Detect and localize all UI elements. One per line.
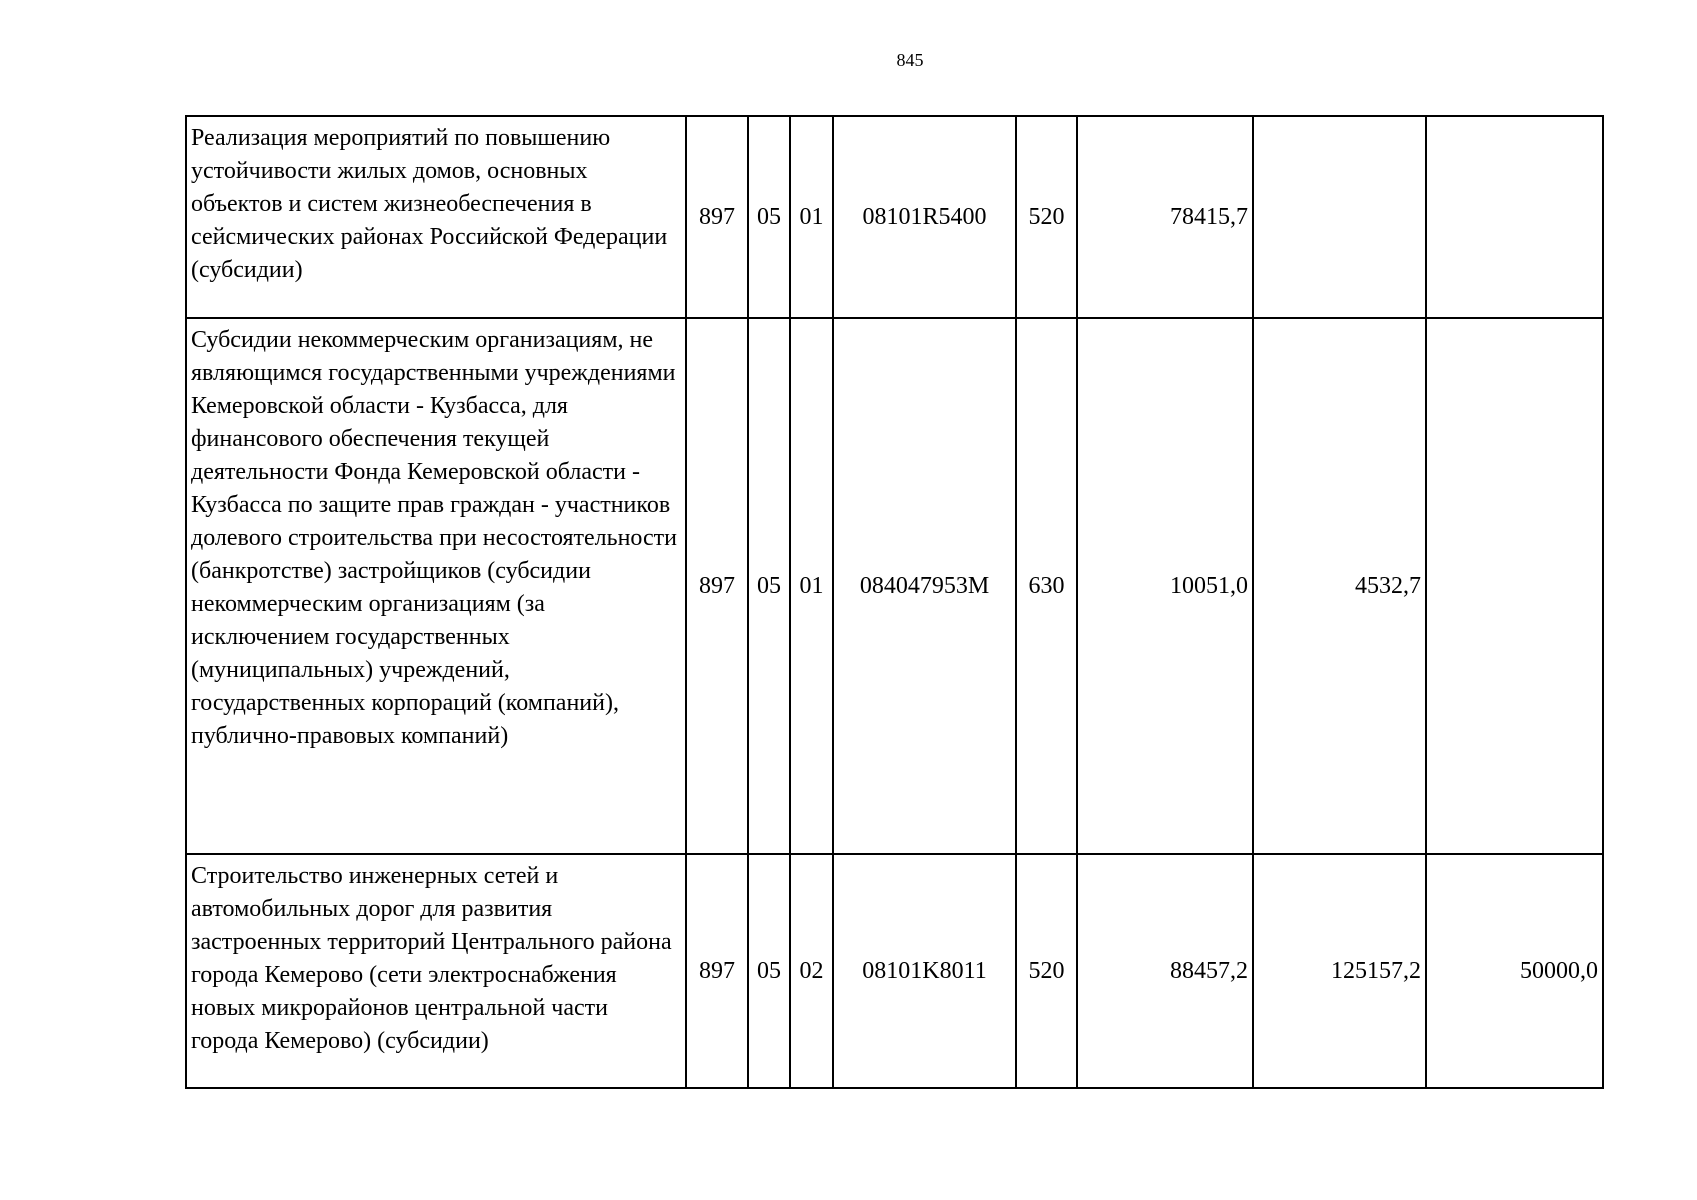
ministry-code-cell: 897 — [686, 318, 748, 854]
target-article-cell: 08101R5400 — [833, 116, 1016, 318]
expense-type-cell: 520 — [1016, 116, 1077, 318]
row-name-cell: Субсидии некоммерческим организациям, не являющимся государственными учреждениями Кемеровской области - Кузбасса, для финансового обеспечения текущей деятельности Фонда Кемеровской области - Кузбасса по защите прав граждан - участников долевого строительства при несостоятельности (банкротстве) застройщиков (субсидии некоммерческим организациям (за исключением государственных (муниципальных) учреждений, государственных корпораций (компаний), публично-правовых компаний) — [186, 318, 686, 854]
expense-type-cell: 520 — [1016, 854, 1077, 1088]
subsection-code-cell: 01 — [790, 318, 833, 854]
ministry-code-cell: 897 — [686, 854, 748, 1088]
subsection-code-cell: 01 — [790, 116, 833, 318]
section-code-cell: 05 — [748, 116, 790, 318]
target-article-cell: 084047953M — [833, 318, 1016, 854]
table-row — [186, 854, 1603, 1088]
section-code-cell: 05 — [748, 854, 790, 1088]
amount-1-cell: 78415,7 — [1077, 116, 1253, 318]
amount-3-cell — [1426, 116, 1603, 318]
section-code-cell: 05 — [748, 318, 790, 854]
amount-1-cell: 88457,2 — [1077, 854, 1253, 1088]
row-name-cell: Строительство инженерных сетей и автомобильных дорог для развития застроенных территорий Центрального района города Кемерово (сети электроснабжения новых микрорайонов центральной части города Кемерово) (субсидии) — [186, 854, 686, 1088]
table-row — [186, 116, 1603, 318]
subsection-code-cell: 02 — [790, 854, 833, 1088]
page-number: 845 — [896, 50, 924, 70]
target-article-cell: 08101K8011 — [833, 854, 1016, 1088]
budget-table — [185, 115, 1604, 1089]
ministry-code-cell: 897 — [686, 116, 748, 318]
amount-3-cell: 50000,0 — [1426, 854, 1603, 1088]
amount-2-cell: 125157,2 — [1253, 854, 1426, 1088]
table-row — [186, 318, 1603, 854]
expense-type-cell: 630 — [1016, 318, 1077, 854]
row-name-cell: Реализация мероприятий по повышению устойчивости жилых домов, основных объектов и систем жизнеобеспечения в сейсмических районах Российской Федерации (субсидии) — [186, 116, 686, 318]
amount-3-cell — [1426, 318, 1603, 854]
amount-2-cell: 4532,7 — [1253, 318, 1426, 854]
amount-1-cell: 10051,0 — [1077, 318, 1253, 854]
amount-2-cell — [1253, 116, 1426, 318]
